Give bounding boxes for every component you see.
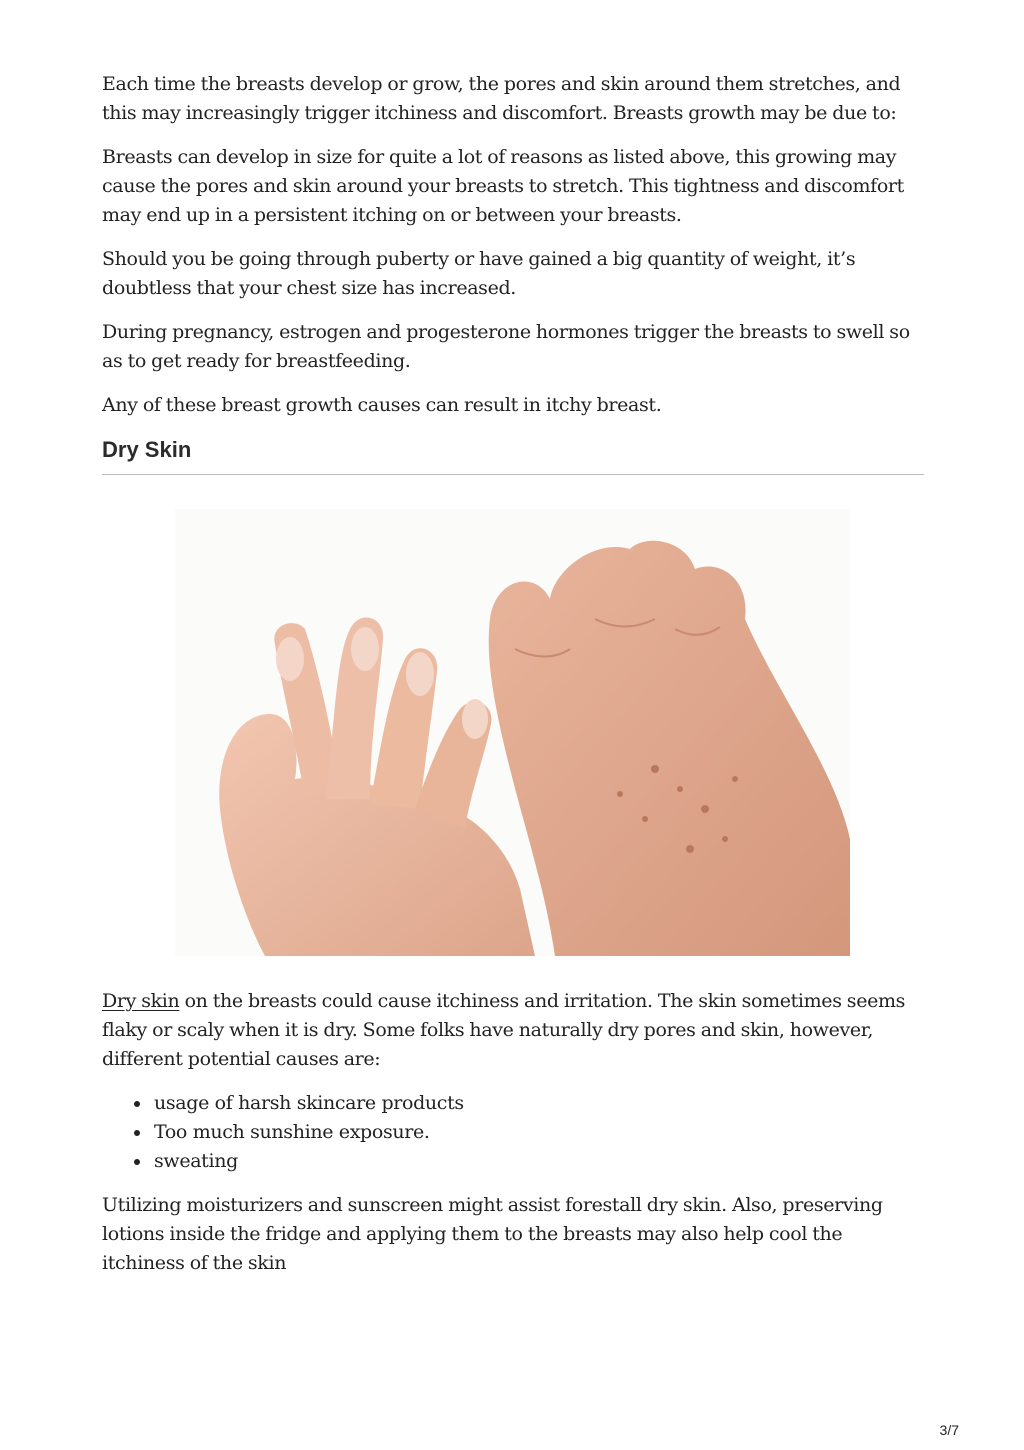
dry-skin-causes-list xyxy=(102,1089,924,1176)
list-item: • usage of harsh skincare products xyxy=(152,1089,924,1118)
section-heading-dry-skin: Dry Skin xyxy=(102,435,924,475)
paragraph-puberty: Should you be going through puberty or have gained a big quantity of weight, it’s doubtless that your chest size has increased. xyxy=(102,248,856,299)
paragraph-dry-skin-intro xyxy=(102,987,924,1074)
paragraph-breast-growth: Each time the breasts develop or grow, the pores and skin around them stretches, and this may increasingly trigger itchiness and discomfort. Breasts growth may be due to: xyxy=(102,73,901,124)
page-number: 3/7 xyxy=(939,1422,959,1438)
paragraph-pregnancy: During pregnancy, estrogen and progesterone hormones trigger the breasts to swell so as to get ready for breastfeeding. xyxy=(102,321,910,372)
paragraph-stretch: Breasts can develop in size for quite a lot of reasons as listed above, this growing may cause the pores and skin around your breasts to stretch. This tightness and discomfort may end up in a persistent itching on or between your breasts. xyxy=(102,146,904,226)
paragraph-dry-skin-closing: Utilizing moisturizers and sunscreen might assist forestall dry skin. Also, preserving lotions inside the fridge and applying them to the breasts may also help cool the itchiness of the skin xyxy=(102,1194,883,1274)
dry-skin-intro-text: on the breasts could cause itchiness and irritation. The skin sometimes seems flaky or scaly when it is dry. Some folks have naturally dry pores and skin, however, different potential causes are: xyxy=(102,990,906,1070)
paragraph-causes-summary: Any of these breast growth causes can result in itchy breast. xyxy=(102,394,662,416)
list-item: • Too much sunshine exposure. xyxy=(152,1118,924,1147)
list-item: • sweating xyxy=(152,1147,924,1176)
hands-illustration xyxy=(175,509,850,956)
document-page xyxy=(102,70,924,1293)
dry-skin-link[interactable]: Dry skin xyxy=(102,990,180,1012)
dry-skin-hands-photo xyxy=(175,509,850,956)
